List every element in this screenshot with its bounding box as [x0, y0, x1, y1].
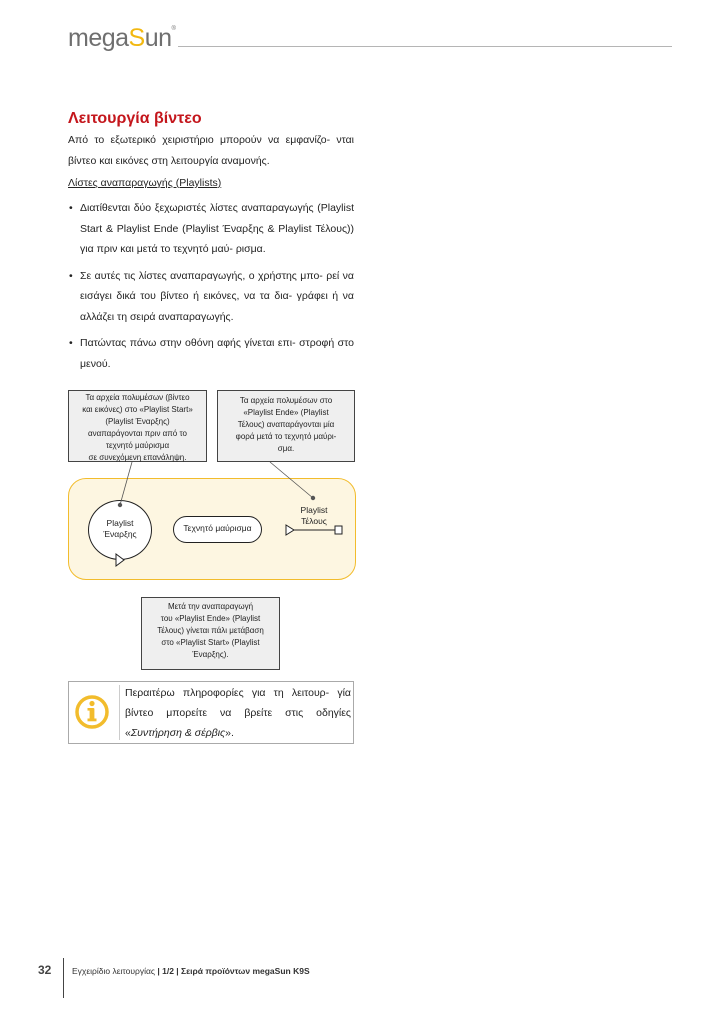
bullet-text: Πατώντας πάνω στην οθόνη αφής γίνεται επι- στροφή στο μενού.	[80, 337, 354, 370]
footer-text	[72, 966, 310, 976]
logo-prefix: mega	[68, 24, 129, 52]
playlist-end-label	[282, 505, 346, 527]
bullet-text: Διατίθενται δύο ξεχωριστές λίστες αναπαραγωγής (Playlist Start & Playlist Ende (Playlist Έναρξης & Playlist Τέλους)) για πριν και μετά το τεχνητό μαύ- ρισμα.	[80, 202, 354, 255]
info-text-link: Συντήρηση & σέρβις	[130, 727, 226, 739]
bullet-item	[68, 333, 354, 374]
info-icon	[72, 685, 119, 740]
header-rule	[178, 46, 672, 47]
playlists-subheading: Λίστες αναπαραγωγής (Playlists)	[68, 177, 222, 189]
node-label-line: Playlist	[300, 505, 328, 515]
section-title: Λειτουργία βίντεο	[68, 110, 202, 127]
callout-line: σε συνεχόμενη επανάληψη.	[88, 453, 187, 462]
playlist-bullet-list	[68, 198, 354, 380]
brand-logo	[68, 24, 175, 53]
callout-line: σμα.	[277, 444, 295, 453]
bullet-marker: •	[69, 202, 73, 214]
callout-line: Τέλους) αναπαράγονται μία	[237, 420, 335, 429]
callout-after-end	[141, 597, 280, 670]
info-text-suffix: ».	[225, 727, 234, 739]
callout-line: φορά μετά το τεχνητό μαύρι-	[235, 432, 337, 441]
callout-line: τεχνητό μαύρισμα	[105, 441, 170, 450]
callout-line: στο «Playlist Start» (Playlist	[161, 638, 260, 647]
info-text-prefix: Περαιτέρω πληροφορίες για τη λειτουρ- γία βίντεο μπορείτε να βρείτε στις οδηγίες «	[125, 687, 351, 739]
callout-line: Έναρξης).	[192, 650, 229, 659]
callout-line: του «Playlist Ende» (Playlist	[160, 614, 261, 623]
playlist-start-label	[88, 518, 152, 540]
logo-accent-letter: S	[128, 24, 145, 52]
node-label-line: Τέλους	[301, 516, 327, 526]
info-text	[125, 683, 351, 743]
bullet-item	[68, 198, 354, 260]
callout-line: «Playlist Ende» (Playlist	[243, 408, 329, 417]
callout-line: και εικόνες) στο «Playlist Start»	[82, 405, 193, 414]
footer-text-bold: | 1/2 | Σειρά προϊόντων megaSun K9S	[157, 966, 310, 976]
node-label-line: Έναρξης	[103, 529, 137, 539]
logo-suffix: un	[144, 24, 172, 52]
node-label-line: Playlist	[106, 518, 134, 528]
logo-registered-mark: ®	[171, 26, 176, 32]
bullet-text: Σε αυτές τις λίστες αναπαραγωγής, ο χρήστης μπο- ρεί να εισάγει δικά του βίντεο ή εικόνες, να τα δια- γράφει ή να αλλάζει τη σειρά αναπαραγωγής.	[80, 269, 354, 323]
callout-line: αναπαράγονται πριν από το	[88, 429, 187, 438]
bullet-marker: •	[69, 337, 73, 349]
callout-playlist-end	[217, 390, 355, 462]
intro-paragraph: Από το εξωτερικό χειριστήριο μπορούν να εμφανίζο- νται βίντεο και εικόνες στη λειτουργία αναμονής.	[68, 134, 354, 167]
callout-line: Τα αρχεία πολυμέσων (βίντεο	[85, 393, 190, 402]
callout-line: Τα αρχεία πολυμέσων στο	[239, 396, 333, 405]
callout-line: Μετά την αναπαραγωγή	[167, 602, 254, 611]
footer-rule	[63, 958, 64, 998]
footer-text-regular: Εγχειρίδιο λειτουργίας	[72, 966, 158, 976]
callout-line: (Playlist Έναρξης)	[105, 417, 170, 426]
bullet-item	[68, 266, 354, 328]
callout-playlist-start	[68, 390, 207, 462]
tanning-label: Τεχνητό μαύρισμα	[183, 523, 252, 533]
info-icon-cell	[72, 685, 120, 740]
page-number: 32	[38, 963, 52, 977]
callout-line: Τέλους) γίνεται πάλι μετάβαση	[157, 626, 264, 635]
bullet-marker: •	[69, 269, 73, 282]
